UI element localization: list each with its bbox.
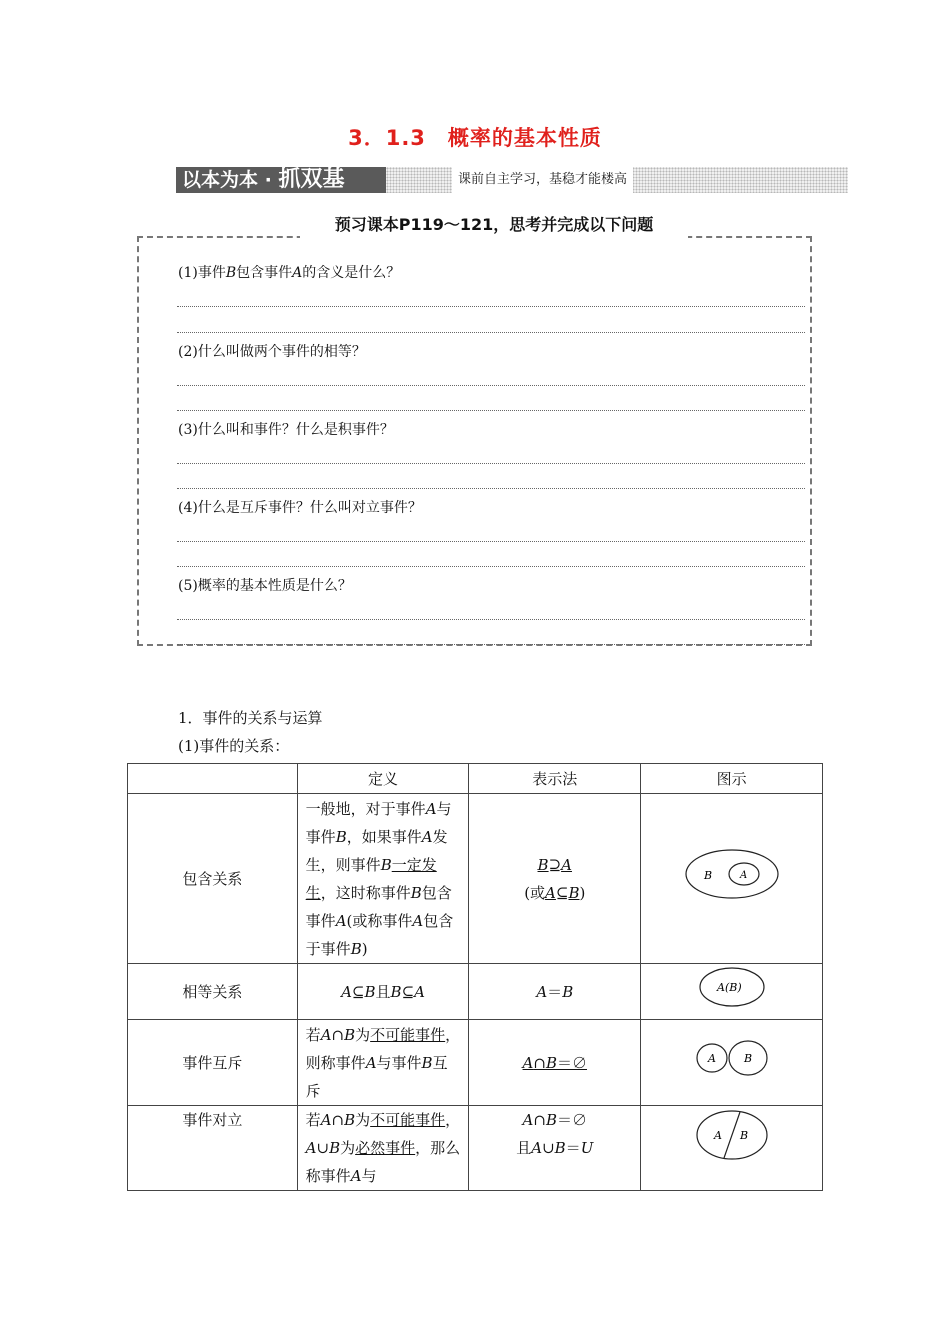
diagram-label: B — [703, 869, 712, 882]
answer-line[interactable] — [177, 488, 805, 489]
answer-line[interactable] — [177, 410, 805, 411]
relation-diagram — [641, 1020, 823, 1106]
mutually-exclusive-diagram — [694, 1038, 770, 1078]
relation-definition: A⊆B且B⊆A — [297, 964, 469, 1020]
banner-label-text: 以本为本 · — [182, 169, 279, 191]
question-4: (4)什么是互斥事件？什么叫对立事件？ — [178, 500, 422, 516]
banner-label-bold: 抓双基 — [278, 167, 345, 192]
relation-name: 包含关系 — [128, 794, 298, 964]
notation-main: A∩B＝∅ — [522, 1111, 588, 1129]
table-header: 图示 — [641, 764, 823, 794]
table-header: 表示法 — [469, 764, 641, 794]
relation-name: 事件互斥 — [128, 1020, 298, 1106]
banner-subtitle: 课前自主学习，基稳才能楼高 — [452, 167, 633, 193]
answer-line[interactable] — [177, 566, 805, 567]
question-2: (2)什么叫做两个事件的相等？ — [178, 344, 366, 360]
diagram-label: B — [739, 1129, 748, 1142]
relation-notation — [469, 1106, 641, 1191]
question-5: (5)概率的基本性质是什么？ — [178, 578, 352, 594]
diagram-label: A(B) — [716, 981, 742, 994]
relation-diagram — [641, 964, 823, 1020]
relation-definition: 一般地，对于事件A与事件B，如果事件A发生，则事件B一定发生，这时称事件B包含事件A(或称事件A包含于事件B) — [297, 794, 469, 964]
event-relations-table — [127, 763, 823, 1191]
answer-line[interactable] — [177, 644, 805, 645]
page-title: 3．1.3 概率的基本性质 — [348, 126, 602, 150]
table-header — [128, 764, 298, 794]
answer-line[interactable] — [177, 332, 805, 333]
answer-line[interactable] — [177, 463, 805, 464]
notation-alt: (或A⊆B) — [524, 883, 586, 902]
equal-venn-diagram — [697, 965, 767, 1009]
notation-alt: 且A∪B＝U — [516, 1139, 594, 1157]
table-row — [128, 1020, 823, 1106]
complementary-diagram — [694, 1108, 770, 1162]
diagram-label: A — [713, 1129, 722, 1142]
relation-notation: A∩B＝∅ — [469, 1020, 641, 1106]
relation-definition: 若A∩B为不可能事件，则称事件A与事件B互斥 — [297, 1020, 469, 1106]
question-3: (3)什么叫和事件？什么是积事件？ — [178, 422, 394, 438]
section-heading: 1．事件的关系与运算 — [178, 709, 323, 727]
subset-venn-diagram — [682, 846, 782, 902]
diagram-label: A — [739, 870, 747, 881]
notation-main: B⊇A — [537, 855, 572, 874]
table-row — [128, 1106, 823, 1191]
answer-line[interactable] — [177, 541, 805, 542]
table-row — [128, 794, 823, 964]
preview-heading: 预习课本P119～121，思考并完成以下问题 — [300, 212, 688, 238]
answer-line[interactable] — [177, 619, 805, 620]
diagram-label: B — [743, 1052, 752, 1065]
relation-name: 事件对立 — [128, 1106, 298, 1191]
answer-line[interactable] — [177, 306, 805, 307]
relation-notation — [469, 794, 641, 964]
table-header: 定义 — [297, 764, 469, 794]
relation-diagram — [641, 1106, 823, 1191]
banner-label — [176, 167, 386, 193]
relation-name: 相等关系 — [128, 964, 298, 1020]
relation-definition: 若A∩B为不可能事件，A∪B为必然事件，那么称事件A与 — [297, 1106, 469, 1191]
section-subheading: (1)事件的关系： — [178, 737, 290, 755]
relation-notation: A＝B — [469, 964, 641, 1020]
diagram-label: A — [707, 1052, 716, 1065]
answer-line[interactable] — [177, 385, 805, 386]
relation-diagram — [641, 794, 823, 964]
table-header-row — [128, 764, 823, 794]
table-row — [128, 964, 823, 1020]
question-1: (1)事件B包含事件A的含义是什么？ — [178, 265, 401, 281]
section-banner — [176, 167, 848, 193]
